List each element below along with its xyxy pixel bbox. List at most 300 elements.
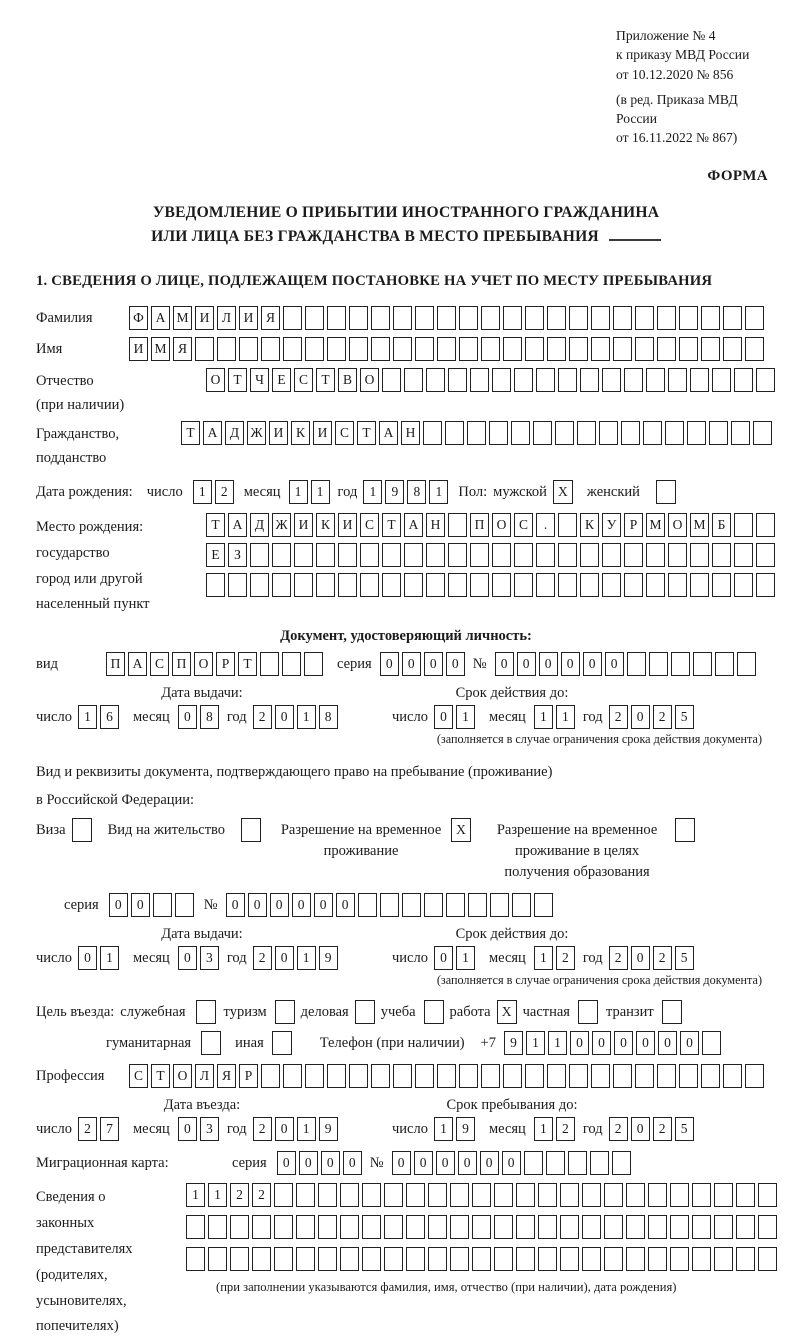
char-cell[interactable]: О xyxy=(360,368,379,392)
char-cell[interactable] xyxy=(657,306,676,330)
char-cell[interactable]: 0 xyxy=(495,652,514,676)
char-cell[interactable]: Ф xyxy=(129,306,148,330)
char-cell[interactable] xyxy=(360,573,379,597)
char-cell[interactable]: И xyxy=(294,513,313,537)
char-cell[interactable]: 3 xyxy=(200,1117,219,1141)
char-cell[interactable] xyxy=(305,337,324,361)
char-cell[interactable]: К xyxy=(291,421,310,445)
char-cell[interactable]: Д xyxy=(250,513,269,537)
char-cell[interactable]: . xyxy=(536,513,555,537)
char-cell[interactable] xyxy=(604,1183,623,1207)
char-cell[interactable] xyxy=(294,543,313,567)
char-cell[interactable] xyxy=(514,543,533,567)
char-cell[interactable]: 8 xyxy=(200,705,219,729)
char-cell[interactable]: 0 xyxy=(314,893,333,917)
char-cell[interactable] xyxy=(393,1064,412,1088)
char-cell[interactable]: 0 xyxy=(299,1151,318,1175)
char-cell[interactable] xyxy=(745,306,764,330)
char-cell[interactable] xyxy=(304,652,323,676)
char-cell[interactable] xyxy=(538,1183,557,1207)
char-cell[interactable] xyxy=(338,573,357,597)
char-cell[interactable] xyxy=(384,1247,403,1271)
char-cell[interactable]: 1 xyxy=(456,946,475,970)
char-cell[interactable] xyxy=(186,1247,205,1271)
purpose-other-checkbox[interactable] xyxy=(272,1031,292,1055)
char-cell[interactable]: Е xyxy=(206,543,225,567)
char-cell[interactable] xyxy=(613,337,632,361)
char-cell[interactable] xyxy=(338,543,357,567)
char-cell[interactable]: 1 xyxy=(297,946,316,970)
char-cell[interactable] xyxy=(635,1064,654,1088)
char-cell[interactable] xyxy=(635,337,654,361)
char-cell[interactable] xyxy=(558,543,577,567)
char-cell[interactable] xyxy=(709,421,728,445)
char-cell[interactable]: Т xyxy=(316,368,335,392)
purpose-business-checkbox[interactable] xyxy=(355,1000,375,1024)
char-cell[interactable]: З xyxy=(228,543,247,567)
char-cell[interactable] xyxy=(283,337,302,361)
char-cell[interactable] xyxy=(627,652,646,676)
char-cell[interactable] xyxy=(318,1247,337,1271)
char-cell[interactable]: 2 xyxy=(253,1117,272,1141)
char-cell[interactable] xyxy=(671,652,690,676)
char-cell[interactable] xyxy=(613,306,632,330)
char-cell[interactable] xyxy=(712,573,731,597)
char-cell[interactable]: 0 xyxy=(402,652,421,676)
char-cell[interactable]: Я xyxy=(217,1064,236,1088)
char-cell[interactable]: 0 xyxy=(248,893,267,917)
char-cell[interactable] xyxy=(448,368,467,392)
char-cell[interactable] xyxy=(406,1183,425,1207)
char-cell[interactable] xyxy=(406,1247,425,1271)
char-cell[interactable] xyxy=(701,306,720,330)
char-cell[interactable] xyxy=(558,368,577,392)
char-cell[interactable]: 0 xyxy=(458,1151,477,1175)
char-cell[interactable] xyxy=(470,543,489,567)
char-cell[interactable]: 1 xyxy=(100,946,119,970)
char-cell[interactable]: 0 xyxy=(178,705,197,729)
sex-male-checkbox[interactable]: X xyxy=(553,480,573,504)
char-cell[interactable]: Р xyxy=(239,1064,258,1088)
char-cell[interactable]: 0 xyxy=(614,1031,633,1055)
char-cell[interactable]: О xyxy=(492,513,511,537)
char-cell[interactable] xyxy=(693,652,712,676)
char-cell[interactable]: 1 xyxy=(363,480,382,504)
char-cell[interactable] xyxy=(613,1064,632,1088)
char-cell[interactable] xyxy=(250,573,269,597)
char-cell[interactable] xyxy=(690,573,709,597)
char-cell[interactable] xyxy=(186,1215,205,1239)
char-cell[interactable]: 1 xyxy=(556,705,575,729)
char-cell[interactable]: С xyxy=(129,1064,148,1088)
char-cell[interactable] xyxy=(296,1247,315,1271)
char-cell[interactable] xyxy=(274,1183,293,1207)
char-cell[interactable]: 0 xyxy=(539,652,558,676)
char-cell[interactable] xyxy=(283,1064,302,1088)
char-cell[interactable] xyxy=(459,337,478,361)
char-cell[interactable] xyxy=(626,1183,645,1207)
char-cell[interactable]: 3 xyxy=(200,946,219,970)
char-cell[interactable] xyxy=(415,337,434,361)
char-cell[interactable] xyxy=(516,1215,535,1239)
char-cell[interactable]: М xyxy=(151,337,170,361)
char-cell[interactable] xyxy=(296,1215,315,1239)
option-temp-residence-checkbox[interactable]: X xyxy=(451,818,471,842)
char-cell[interactable]: 2 xyxy=(609,1117,628,1141)
char-cell[interactable] xyxy=(690,543,709,567)
char-cell[interactable] xyxy=(428,1247,447,1271)
char-cell[interactable] xyxy=(536,543,555,567)
char-cell[interactable]: 0 xyxy=(636,1031,655,1055)
char-cell[interactable] xyxy=(538,1247,557,1271)
char-cell[interactable] xyxy=(624,573,643,597)
char-cell[interactable] xyxy=(657,337,676,361)
char-cell[interactable]: 2 xyxy=(252,1183,271,1207)
char-cell[interactable]: 0 xyxy=(178,1117,197,1141)
char-cell[interactable]: 9 xyxy=(319,946,338,970)
char-cell[interactable] xyxy=(340,1247,359,1271)
char-cell[interactable] xyxy=(648,1215,667,1239)
char-cell[interactable]: 0 xyxy=(631,705,650,729)
char-cell[interactable] xyxy=(283,306,302,330)
char-cell[interactable] xyxy=(426,368,445,392)
char-cell[interactable] xyxy=(230,1215,249,1239)
char-cell[interactable] xyxy=(580,543,599,567)
char-cell[interactable] xyxy=(591,1064,610,1088)
char-cell[interactable] xyxy=(701,1064,720,1088)
char-cell[interactable]: 1 xyxy=(548,1031,567,1055)
char-cell[interactable] xyxy=(525,1064,544,1088)
char-cell[interactable] xyxy=(195,337,214,361)
char-cell[interactable]: И xyxy=(129,337,148,361)
char-cell[interactable] xyxy=(481,337,500,361)
char-cell[interactable] xyxy=(371,306,390,330)
char-cell[interactable]: 2 xyxy=(215,480,234,504)
char-cell[interactable]: А xyxy=(151,306,170,330)
char-cell[interactable] xyxy=(514,368,533,392)
char-cell[interactable]: Б xyxy=(712,513,731,537)
char-cell[interactable] xyxy=(230,1247,249,1271)
char-cell[interactable] xyxy=(481,306,500,330)
char-cell[interactable] xyxy=(648,1247,667,1271)
char-cell[interactable] xyxy=(503,306,522,330)
char-cell[interactable] xyxy=(582,1183,601,1207)
char-cell[interactable]: Е xyxy=(272,368,291,392)
char-cell[interactable] xyxy=(737,652,756,676)
char-cell[interactable]: 8 xyxy=(319,705,338,729)
char-cell[interactable] xyxy=(692,1183,711,1207)
char-cell[interactable]: 0 xyxy=(570,1031,589,1055)
char-cell[interactable] xyxy=(494,1183,513,1207)
char-cell[interactable] xyxy=(547,306,566,330)
char-cell[interactable]: 2 xyxy=(253,705,272,729)
char-cell[interactable] xyxy=(437,1064,456,1088)
purpose-official-checkbox[interactable] xyxy=(196,1000,216,1024)
char-cell[interactable]: 1 xyxy=(534,1117,553,1141)
char-cell[interactable] xyxy=(261,1064,280,1088)
char-cell[interactable]: 0 xyxy=(414,1151,433,1175)
char-cell[interactable]: 0 xyxy=(436,1151,455,1175)
char-cell[interactable] xyxy=(668,368,687,392)
char-cell[interactable] xyxy=(546,1151,565,1175)
char-cell[interactable] xyxy=(492,573,511,597)
char-cell[interactable] xyxy=(731,421,750,445)
char-cell[interactable]: Л xyxy=(217,306,236,330)
char-cell[interactable]: 0 xyxy=(109,893,128,917)
char-cell[interactable] xyxy=(558,573,577,597)
char-cell[interactable] xyxy=(459,306,478,330)
char-cell[interactable] xyxy=(648,1183,667,1207)
char-cell[interactable] xyxy=(758,1247,777,1271)
char-cell[interactable]: 0 xyxy=(270,893,289,917)
char-cell[interactable] xyxy=(371,337,390,361)
char-cell[interactable] xyxy=(492,543,511,567)
char-cell[interactable] xyxy=(547,337,566,361)
char-cell[interactable]: Ж xyxy=(272,513,291,537)
char-cell[interactable] xyxy=(349,337,368,361)
char-cell[interactable] xyxy=(382,543,401,567)
purpose-private-checkbox[interactable] xyxy=(578,1000,598,1024)
char-cell[interactable]: 2 xyxy=(609,705,628,729)
char-cell[interactable]: 8 xyxy=(407,480,426,504)
char-cell[interactable]: А xyxy=(203,421,222,445)
char-cell[interactable] xyxy=(217,337,236,361)
char-cell[interactable]: 2 xyxy=(653,1117,672,1141)
char-cell[interactable] xyxy=(582,1215,601,1239)
char-cell[interactable] xyxy=(349,306,368,330)
char-cell[interactable] xyxy=(714,1215,733,1239)
char-cell[interactable]: 9 xyxy=(456,1117,475,1141)
char-cell[interactable]: 0 xyxy=(434,705,453,729)
char-cell[interactable] xyxy=(448,543,467,567)
char-cell[interactable] xyxy=(305,306,324,330)
char-cell[interactable] xyxy=(448,513,467,537)
char-cell[interactable]: Я xyxy=(261,306,280,330)
char-cell[interactable] xyxy=(327,306,346,330)
char-cell[interactable] xyxy=(406,1215,425,1239)
char-cell[interactable]: 0 xyxy=(343,1151,362,1175)
char-cell[interactable] xyxy=(472,1183,491,1207)
char-cell[interactable]: Я xyxy=(173,337,192,361)
char-cell[interactable] xyxy=(489,421,508,445)
char-cell[interactable]: В xyxy=(338,368,357,392)
char-cell[interactable]: Р xyxy=(216,652,235,676)
char-cell[interactable] xyxy=(316,573,335,597)
char-cell[interactable]: А xyxy=(228,513,247,537)
char-cell[interactable]: 1 xyxy=(297,1117,316,1141)
char-cell[interactable]: М xyxy=(690,513,709,537)
char-cell[interactable]: 1 xyxy=(186,1183,205,1207)
char-cell[interactable] xyxy=(426,543,445,567)
char-cell[interactable] xyxy=(635,306,654,330)
char-cell[interactable]: 0 xyxy=(277,1151,296,1175)
char-cell[interactable] xyxy=(340,1215,359,1239)
char-cell[interactable] xyxy=(272,543,291,567)
char-cell[interactable] xyxy=(481,1064,500,1088)
char-cell[interactable] xyxy=(604,1215,623,1239)
char-cell[interactable]: 1 xyxy=(456,705,475,729)
char-cell[interactable] xyxy=(459,1064,478,1088)
char-cell[interactable] xyxy=(524,1151,543,1175)
char-cell[interactable]: 0 xyxy=(605,652,624,676)
char-cell[interactable]: О xyxy=(206,368,225,392)
char-cell[interactable] xyxy=(250,543,269,567)
char-cell[interactable] xyxy=(252,1247,271,1271)
char-cell[interactable] xyxy=(511,421,530,445)
char-cell[interactable]: 1 xyxy=(434,1117,453,1141)
char-cell[interactable] xyxy=(424,893,443,917)
char-cell[interactable]: С xyxy=(150,652,169,676)
char-cell[interactable] xyxy=(712,543,731,567)
char-cell[interactable] xyxy=(305,1064,324,1088)
char-cell[interactable] xyxy=(702,1031,721,1055)
char-cell[interactable] xyxy=(340,1183,359,1207)
char-cell[interactable]: У xyxy=(602,513,621,537)
char-cell[interactable] xyxy=(679,306,698,330)
char-cell[interactable] xyxy=(756,543,775,567)
char-cell[interactable]: 0 xyxy=(631,946,650,970)
char-cell[interactable] xyxy=(516,1247,535,1271)
char-cell[interactable] xyxy=(446,893,465,917)
char-cell[interactable] xyxy=(239,337,258,361)
char-cell[interactable] xyxy=(670,1247,689,1271)
char-cell[interactable] xyxy=(560,1215,579,1239)
char-cell[interactable]: К xyxy=(316,513,335,537)
char-cell[interactable]: И xyxy=(239,306,258,330)
option-visa-checkbox[interactable] xyxy=(72,818,92,842)
char-cell[interactable] xyxy=(525,306,544,330)
char-cell[interactable]: 0 xyxy=(380,652,399,676)
char-cell[interactable]: 1 xyxy=(297,705,316,729)
char-cell[interactable] xyxy=(668,573,687,597)
char-cell[interactable] xyxy=(599,421,618,445)
char-cell[interactable]: К xyxy=(580,513,599,537)
char-cell[interactable] xyxy=(274,1247,293,1271)
char-cell[interactable] xyxy=(624,543,643,567)
char-cell[interactable]: О xyxy=(194,652,213,676)
char-cell[interactable] xyxy=(494,1247,513,1271)
char-cell[interactable] xyxy=(492,368,511,392)
char-cell[interactable]: 1 xyxy=(526,1031,545,1055)
char-cell[interactable] xyxy=(670,1183,689,1207)
char-cell[interactable]: 0 xyxy=(275,705,294,729)
char-cell[interactable] xyxy=(723,306,742,330)
char-cell[interactable] xyxy=(252,1215,271,1239)
char-cell[interactable]: Т xyxy=(382,513,401,537)
char-cell[interactable]: М xyxy=(173,306,192,330)
char-cell[interactable]: 0 xyxy=(392,1151,411,1175)
char-cell[interactable]: 2 xyxy=(556,1117,575,1141)
char-cell[interactable]: 2 xyxy=(653,705,672,729)
char-cell[interactable] xyxy=(736,1215,755,1239)
char-cell[interactable] xyxy=(624,368,643,392)
char-cell[interactable]: М xyxy=(646,513,665,537)
char-cell[interactable]: 0 xyxy=(321,1151,340,1175)
char-cell[interactable] xyxy=(503,337,522,361)
char-cell[interactable]: Т xyxy=(228,368,247,392)
char-cell[interactable] xyxy=(423,421,442,445)
option-residence-permit-checkbox[interactable] xyxy=(241,818,261,842)
char-cell[interactable] xyxy=(426,573,445,597)
char-cell[interactable]: И xyxy=(313,421,332,445)
char-cell[interactable] xyxy=(736,1183,755,1207)
char-cell[interactable]: 6 xyxy=(100,705,119,729)
char-cell[interactable] xyxy=(534,893,553,917)
char-cell[interactable] xyxy=(393,337,412,361)
char-cell[interactable] xyxy=(318,1183,337,1207)
char-cell[interactable]: Н xyxy=(426,513,445,537)
char-cell[interactable] xyxy=(536,368,555,392)
char-cell[interactable]: 2 xyxy=(253,946,272,970)
char-cell[interactable]: 1 xyxy=(193,480,212,504)
char-cell[interactable] xyxy=(712,368,731,392)
char-cell[interactable] xyxy=(450,1247,469,1271)
char-cell[interactable] xyxy=(360,543,379,567)
char-cell[interactable] xyxy=(472,1247,491,1271)
char-cell[interactable] xyxy=(734,368,753,392)
char-cell[interactable]: 2 xyxy=(230,1183,249,1207)
char-cell[interactable]: Д xyxy=(225,421,244,445)
purpose-work-checkbox[interactable]: X xyxy=(497,1000,517,1024)
char-cell[interactable] xyxy=(665,421,684,445)
char-cell[interactable] xyxy=(468,893,487,917)
char-cell[interactable]: П xyxy=(470,513,489,537)
char-cell[interactable] xyxy=(626,1215,645,1239)
char-cell[interactable] xyxy=(450,1183,469,1207)
char-cell[interactable] xyxy=(621,421,640,445)
char-cell[interactable]: Н xyxy=(401,421,420,445)
char-cell[interactable] xyxy=(437,306,456,330)
char-cell[interactable]: 0 xyxy=(178,946,197,970)
char-cell[interactable] xyxy=(175,893,194,917)
char-cell[interactable] xyxy=(679,337,698,361)
char-cell[interactable] xyxy=(318,1215,337,1239)
purpose-study-checkbox[interactable] xyxy=(424,1000,444,1024)
char-cell[interactable]: С xyxy=(514,513,533,537)
char-cell[interactable] xyxy=(714,1183,733,1207)
char-cell[interactable] xyxy=(756,513,775,537)
char-cell[interactable]: А xyxy=(379,421,398,445)
sex-female-checkbox[interactable] xyxy=(656,480,676,504)
char-cell[interactable] xyxy=(643,421,662,445)
char-cell[interactable] xyxy=(555,421,574,445)
char-cell[interactable] xyxy=(206,573,225,597)
char-cell[interactable] xyxy=(736,1247,755,1271)
char-cell[interactable]: 2 xyxy=(653,946,672,970)
char-cell[interactable] xyxy=(701,337,720,361)
char-cell[interactable] xyxy=(734,513,753,537)
char-cell[interactable]: П xyxy=(106,652,125,676)
char-cell[interactable]: 2 xyxy=(609,946,628,970)
char-cell[interactable] xyxy=(415,306,434,330)
char-cell[interactable] xyxy=(569,1064,588,1088)
char-cell[interactable]: О xyxy=(173,1064,192,1088)
char-cell[interactable] xyxy=(612,1151,631,1175)
char-cell[interactable] xyxy=(316,543,335,567)
char-cell[interactable] xyxy=(153,893,172,917)
char-cell[interactable]: И xyxy=(269,421,288,445)
char-cell[interactable]: 9 xyxy=(504,1031,523,1055)
char-cell[interactable] xyxy=(415,1064,434,1088)
char-cell[interactable] xyxy=(569,337,588,361)
char-cell[interactable]: Р xyxy=(624,513,643,537)
char-cell[interactable]: 1 xyxy=(534,705,553,729)
char-cell[interactable]: 0 xyxy=(561,652,580,676)
char-cell[interactable] xyxy=(327,1064,346,1088)
char-cell[interactable]: 0 xyxy=(275,946,294,970)
char-cell[interactable] xyxy=(604,1247,623,1271)
char-cell[interactable] xyxy=(382,573,401,597)
